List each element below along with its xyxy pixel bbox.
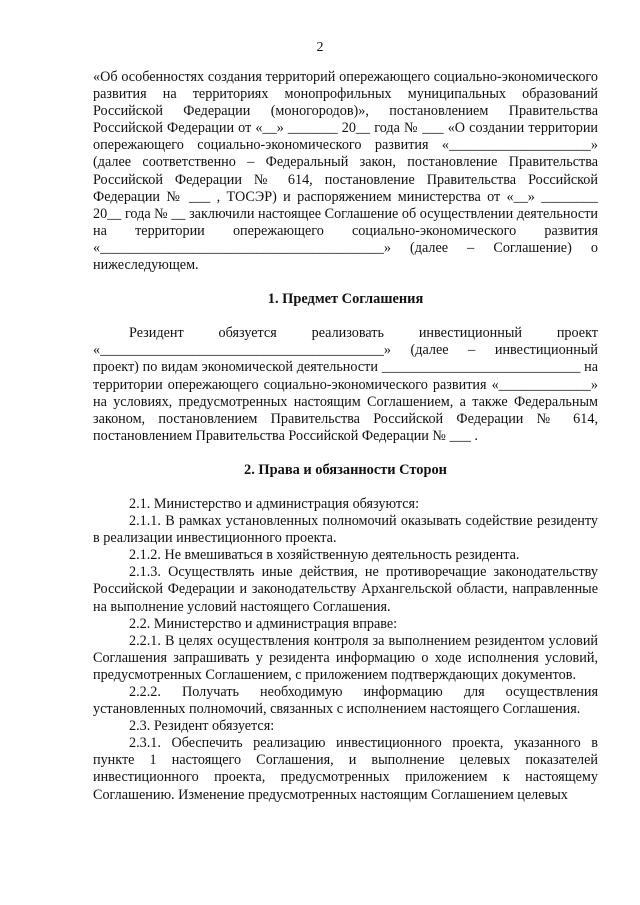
clause-2-2-1: 2.2.1. В целях осуществления контроля за выполнением резидентом условий Соглашения запрашивать у резидента информацию о ходе исполнения условий, предусмотренных Соглашением, с приложением подтверждающих документов.	[93, 632, 598, 683]
intro-paragraph: «Об особенностях создания территорий опережающего социально-экономического развития на территориях монопрофильных муниципальных образований Российской Федерации (моногородов)», постановлением Правительства Российской Федерации от «__» _______ 20__ года № ___ «О создании территории опережающего социально-экономического развития «____________________» (далее соответственно – Федеральный закон, постановление Правительства Российской Федерации № 614, постановление Правительства Российской Федерации № ___ , ТОСЭР) и распоряжением министерства от «__» ________ 20__ года № __ заключили настоящее Соглашение об осуществлении деятельности на территории опережающего социально-экономического развития «________________________________________» (далее – Соглашение) о нижеследующем.	[93, 69, 598, 274]
clause-2-2-2: 2.2.2. Получать необходимую информацию для осуществления установленных полномочий, связанных с исполнением настоящего Соглашения.	[93, 684, 598, 718]
clause-2-1-1: 2.1.1. В рамках установленных полномочий оказывать содействие резиденту в реализации инвестиционного проекта.	[93, 513, 598, 547]
clause-2-1: 2.1. Министерство и администрация обязуются:	[129, 495, 420, 512]
page-number: 2	[316, 40, 324, 55]
clause-2-3-1: 2.3.1. Обеспечить реализацию инвестиционного проекта, указанного в пункте 1 настоящего Соглашения, и выполнение целевых показателей инвестиционного проекта, предусмотренных приложением к настоящему Соглашению. Изменение предусмотренных настоящим Соглашением целевых	[93, 735, 598, 803]
spacer	[93, 445, 598, 462]
spacer	[93, 308, 598, 325]
document-body	[93, 69, 598, 804]
clause-2-1-3: 2.1.3. Осуществлять иные действия, не противоречащие законодательству Российской Федерации и законодательству Архангельской области, направленные на выполнение условий настоящего Соглашения.	[93, 564, 598, 615]
section-1-paragraph: Резидент обязуется реализовать инвестиционный проект «________________________________________» (далее – инвестиционный проект) по видам экономической деятельности ____________________________ на территории опережающего социально-экономического развития «_____________» на условиях, предусмотренных настоящим Соглашением, а также Федеральным законом, постановлением Правительства Российской Федерации № 614, постановлением Правительства Российской Федерации № ___ .	[93, 325, 598, 444]
spacer	[93, 479, 598, 496]
spacer	[93, 274, 598, 291]
section-2-heading: 2. Права и обязанности Сторон	[244, 461, 447, 478]
clause-2-2: 2.2. Министерство и администрация вправе:	[129, 615, 398, 632]
clause-2-1-2: 2.1.2. Не вмешиваться в хозяйственную деятельность резидента.	[129, 547, 520, 564]
clause-2-3: 2.3. Резидент обязуется:	[129, 718, 275, 735]
section-1-heading: 1. Предмет Соглашения	[267, 291, 424, 308]
